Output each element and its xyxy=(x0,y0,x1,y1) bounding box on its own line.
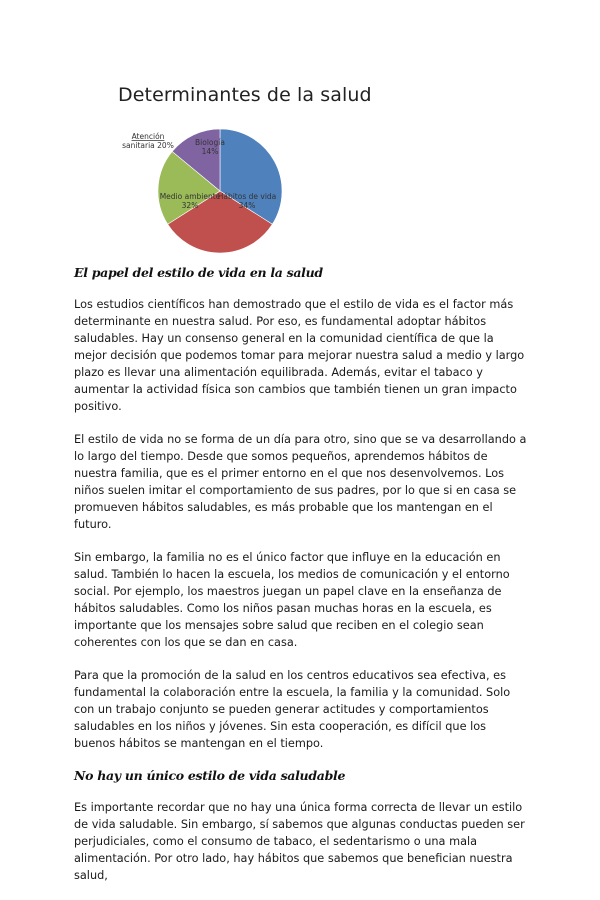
pie-label-0: Hábitos de vida 34% xyxy=(217,192,277,210)
pie-chart xyxy=(110,78,370,258)
chart-title: Determinantes de la salud xyxy=(118,84,372,106)
paragraph: Para que la promoción de la salud en los centros educativos sea efectiva, es fundamental la colaboración entre la escuela, la familia y la comunidad. Solo con un trabajo conjunto se pueden generar actitudes y comportamientos saludables en los niños y jóvenes. Sin esta cooperación, es difícil que los buenos hábitos se mantengan en el tiempo. xyxy=(74,669,511,750)
pie-label-1: Medio ambiente 32% xyxy=(159,192,221,210)
section-title-no-unico: No hay un único estilo de vida saludable xyxy=(74,768,346,783)
paragraph: Es importante recordar que no hay una única forma correcta de llevar un estilo de vida saludable. Sin embargo, sí sabemos que algunas conductas pueden ser perjudiciales, como el consumo de tabaco, el sedentarismo o una mala alimentación. Por otro lado, hay hábitos que sabemos que benefician nuestra salud, xyxy=(74,801,525,882)
pie-label-3: Biología 14% xyxy=(195,138,225,156)
paragraph: El estilo de vida no se forma de un día para otro, sino que se va desarrollando a lo largo del tiempo. Desde que somos pequeños, aprendemos hábitos de nuestra familia, que es el primer entorno en el que nos desenvolvemos. Los niños suelen imitar el comportamiento de sus padres, por lo que si en casa se promueven hábitos saludables, es más probable que los mantengan en el futuro. xyxy=(74,433,527,531)
pie-label-2: Atención sanitaria 20% xyxy=(122,132,174,150)
document-body xyxy=(74,265,529,900)
section-title-estilo-vida: El papel del estilo de vida en la salud xyxy=(74,265,323,280)
paragraph: Sin embargo, la familia no es el único factor que influye en la educación en salud. También lo hacen la escuela, los medios de comunicación y el entorno social. Por ejemplo, los maestros juegan un papel clave en la enseñanza de hábitos saludables. Como los niños pasan muchas horas en la escuela, es importante que los mensajes sobre salud que reciben en el colegio sean coherentes con los que se dan en casa. xyxy=(74,551,510,649)
paragraph: Los estudios científicos han demostrado que el estilo de vida es el factor más determinante en nuestra salud. Por eso, es fundamental adoptar hábitos saludables. Hay un consenso general en la comunidad científica de que la mejor decisión que podemos tomar para mejorar nuestra salud a medio y largo plazo es llevar una alimentación equilibrada. Además, evitar el tabaco y aumentar la actividad física son cambios que también tienen un gran impacto positivo. xyxy=(74,298,525,413)
pie-chart-svg xyxy=(110,78,370,258)
